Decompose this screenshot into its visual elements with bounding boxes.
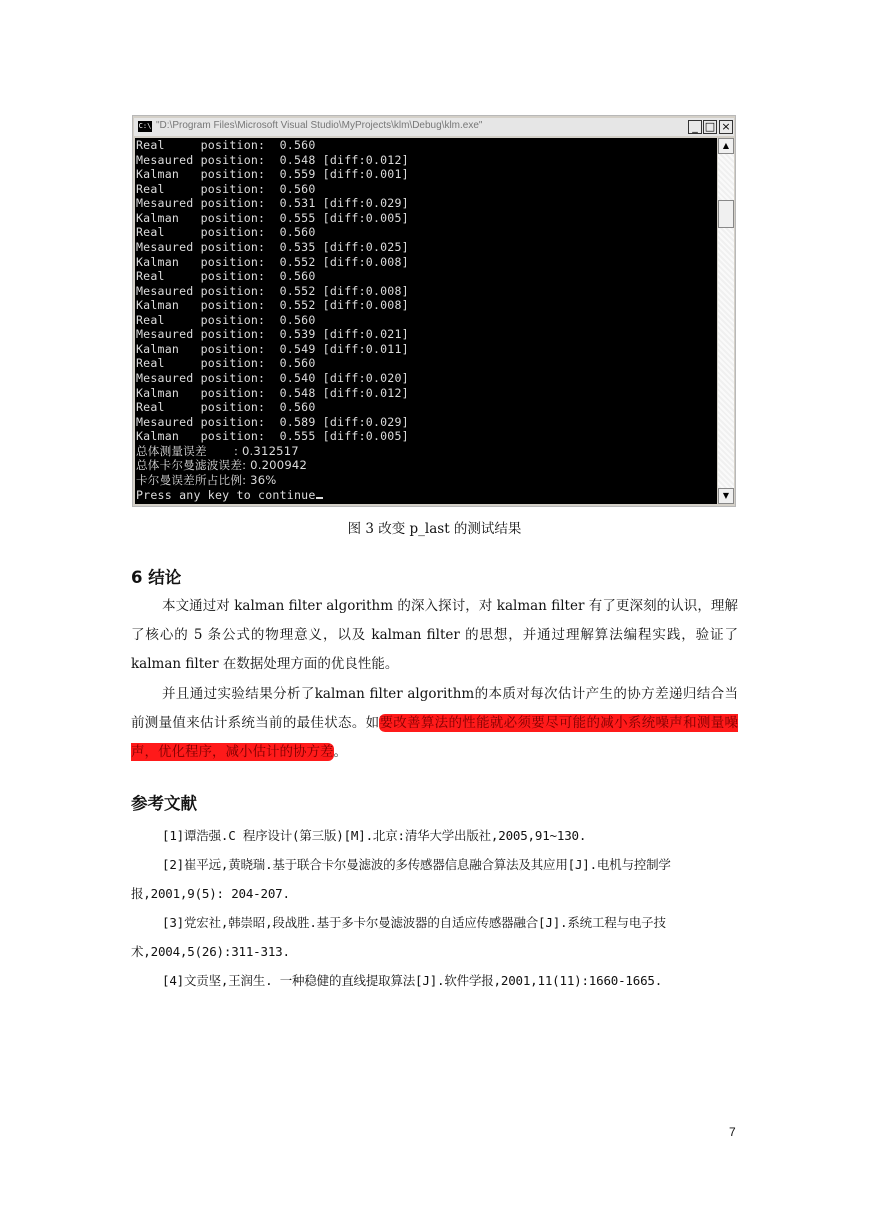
reference-item: [1]谭浩强.C 程序设计(第三版)[M].北京:清华大学出版社,2005,91~130. [162, 828, 587, 843]
console-window [132, 115, 736, 507]
console-app-icon: C:\ [138, 122, 152, 130]
console-output [135, 138, 717, 504]
console-line: Kalman position: 0.555 [diff:0.005] [136, 429, 409, 444]
figure-caption: 图 3 改变 p_last 的测试结果 [347, 521, 522, 537]
reference-item: [4]文贡坚,王润生. 一种稳健的直线提取算法[J].软件学报,2001,11(11):1660-1665. [162, 973, 663, 988]
console-line: Kalman position: 0.552 [diff:0.008] [136, 298, 409, 313]
console-line: Real position: 0.560 [136, 400, 316, 415]
paragraph-text: 并且通过实验结果分析了kalman filter algorithm的本质对每次估计产生的协方差递归结合当前测量值来估计系统当前的最佳状态。如 [131, 686, 738, 731]
maximize-button[interactable]: □ [704, 120, 716, 133]
scrollbar-thumb[interactable] [718, 200, 734, 228]
console-line: Kalman position: 0.555 [diff:0.005] [136, 210, 409, 225]
console-titlebar[interactable] [134, 118, 734, 136]
console-line: Mesaured position: 0.531 [diff:0.029] [136, 196, 409, 211]
console-line: Real position: 0.560 [136, 181, 316, 196]
console-line: Mesaured position: 0.589 [diff:0.029] [136, 414, 409, 429]
reference-item: [3]党宏社,韩崇昭,段战胜.基于多卡尔曼滤波器的自适应传感器融合[J].系统工程与电子技术,2004,5(26):311-313. [131, 915, 666, 959]
console-summary-line: 卡尔曼误差所占比例: 36% [136, 472, 277, 487]
text-cursor [316, 497, 323, 499]
conclusion-heading: 6 结论 [131, 568, 182, 587]
scroll-down-icon[interactable]: ▼ [718, 488, 734, 504]
console-line: Real position: 0.560 [136, 138, 316, 152]
references-heading: 参考文献 [131, 794, 197, 813]
console-line: Real position: 0.560 [136, 225, 316, 240]
highlighted-text: 要改善算法的性能就必须要尽可能的减小系统噪声和测量噪声，优化程序，减小估计的协方差 [131, 715, 739, 760]
console-line: Kalman position: 0.552 [diff:0.008] [136, 254, 409, 269]
vertical-scrollbar[interactable] [718, 138, 734, 504]
console-line: Mesaured position: 0.540 [diff:0.020] [136, 371, 409, 385]
console-line: Mesaured position: 0.535 [diff:0.025] [136, 239, 409, 254]
console-title: "D:\Program Files\Microsoft Visual Studio\MyProjects\klm\Debug\klm.exe" [156, 120, 483, 131]
console-line: Real position: 0.560 [136, 312, 316, 327]
console-line: Mesaured position: 0.539 [diff:0.021] [136, 327, 409, 342]
console-line: Real position: 0.560 [136, 356, 316, 371]
conclusion-paragraph-1: 本文通过对 kalman filter algorithm 的深入探讨，对 kalman filter 有了更深刻的认识，理解了核心的 5 条公式的物理意义，以及 kalman filter 的思想，并通过理解算法编程实践，验证了 kalman filter 在数据处理方面的优良性能。 [131, 598, 738, 672]
reference-item: [2]崔平远,黄晓瑞.基于联合卡尔曼滤波的多传感器信息融合算法及其应用[J].电机与控制学报,2001,9(5): 204-207. [131, 857, 671, 901]
page-number: 7 [729, 1125, 736, 1139]
scroll-up-icon[interactable]: ▲ [718, 138, 734, 154]
console-line: Mesaured position: 0.548 [diff:0.012] [136, 152, 409, 167]
console-line: Kalman position: 0.548 [diff:0.012] [136, 385, 409, 400]
minimize-button[interactable]: _ [688, 120, 702, 134]
console-line: Mesaured position: 0.552 [diff:0.008] [136, 283, 409, 298]
console-prompt: Press any key to continue [136, 487, 316, 502]
console-line: Kalman position: 0.559 [diff:0.001] [136, 167, 409, 182]
console-line: Kalman position: 0.549 [diff:0.011] [136, 341, 409, 356]
close-button[interactable]: × [719, 120, 733, 134]
conclusion-paragraph-2 [131, 680, 738, 767]
console-prompt-line [135, 488, 717, 503]
console-summary-line: 总体测量误差 : 0.312517 [136, 443, 299, 458]
console-line: Real position: 0.560 [136, 269, 316, 284]
console-summary-line: 总体卡尔曼滤波误差: 0.200942 [136, 458, 308, 473]
paragraph-text-end: 。 [333, 744, 347, 760]
